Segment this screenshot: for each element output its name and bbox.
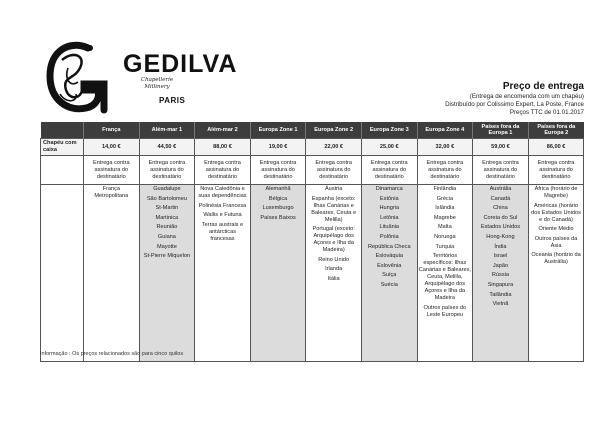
empty-label-cell — [41, 185, 84, 362]
country-name: Alemanhã — [265, 186, 291, 192]
country-name: St-Pierre Miquelon — [143, 253, 191, 260]
country-name: Américas (horário dos Estados Unidos e do Canadá) — [531, 202, 581, 223]
country-name: Bélgica — [268, 195, 288, 202]
country-name: Canadá — [490, 195, 511, 202]
country-name: Irlanda — [325, 266, 343, 273]
country-name: Dinamarca — [375, 186, 403, 192]
delivery-condition: Entrega contra assinatura do destinatário — [361, 156, 417, 185]
country-name: Países Baixos — [260, 214, 296, 221]
country-name: Nova Caledônia e suas dependências — [198, 186, 247, 199]
country-name: Tailândia — [489, 291, 512, 298]
zone-country-list — [361, 185, 417, 362]
country-name: Índia — [494, 243, 507, 250]
country-name: Guiana — [157, 233, 176, 240]
country-name: Territórios específicos: Ilhas Canárias e Baleares, Ceuta, Melilla, Arquipélago dos Açores e Ilha da Madeira — [418, 253, 471, 302]
country-name: Itália — [327, 275, 340, 282]
zone-header: Europa Zone 3 — [361, 122, 417, 139]
zone-price: 25,00 € — [361, 139, 417, 156]
country-name: Luxemburgo — [262, 205, 294, 212]
country-name: Hungria — [379, 205, 400, 212]
country-name: Guadalupe — [153, 186, 181, 192]
table-header-row — [41, 122, 584, 139]
country-name: Polinésia Francesa — [198, 202, 247, 209]
zone-country-list — [528, 185, 584, 362]
country-name: Letônia — [380, 214, 399, 221]
country-name: Islândia — [435, 205, 455, 212]
country-name: Grécia — [436, 195, 454, 202]
country-name: Polônia — [379, 233, 399, 240]
delivery-condition: Entrega contra assinatura do destinatário — [139, 156, 195, 185]
zone-price: 22,00 € — [306, 139, 362, 156]
zone-header: Além-mar 2 — [195, 122, 251, 139]
country-name: Finlândia — [433, 186, 457, 192]
country-name: Portugal (exceto: Arquipélago dos Açores e Ilha da Madeira) — [312, 226, 355, 254]
zone-header: Europa Zone 4 — [417, 122, 473, 139]
gedilva-monogram-logo — [40, 38, 110, 118]
zone-country-list — [306, 185, 362, 362]
country-name: Terras austrais e antárcticas francesas — [201, 221, 244, 242]
country-name: Reino Unido — [318, 256, 350, 263]
country-name: Outros países da Ásia — [534, 235, 578, 249]
zone-country-list — [139, 185, 195, 362]
country-name: Singapura — [487, 281, 514, 288]
delivery-condition: Entrega contra assinatura do destinatário — [250, 156, 306, 185]
country-name: Suíça — [382, 272, 397, 279]
delivery-row — [41, 156, 584, 185]
zone-country-list — [473, 185, 529, 362]
brand-name: GEDILVA — [123, 50, 238, 78]
brand-city: PARIS — [159, 96, 186, 105]
brand-block — [123, 52, 237, 91]
country-name: Lituânia — [379, 224, 400, 231]
country-name: Japão — [492, 262, 509, 269]
country-name: Mayotte — [156, 243, 177, 250]
delivery-condition: Entrega contra assinatura do destinatário — [195, 156, 251, 185]
info-line: (Entrega de encomenda com um chapéu) — [469, 93, 584, 100]
country-name: Coreia do Sul — [483, 214, 518, 221]
zone-price: 14,00 € — [84, 139, 140, 156]
delivery-condition: Entrega contra assinatura do destinatário — [306, 156, 362, 185]
country-name: China — [493, 205, 508, 212]
delivery-info-block — [445, 81, 584, 117]
zone-header: Europa Zone 1 — [250, 122, 306, 139]
country-name: Oceania (horário da Austrália) — [531, 252, 581, 266]
delivery-condition: Entrega contra assinatura do destinatário — [528, 156, 584, 185]
delivery-condition: Entrega contra assinatura do destinatário — [84, 156, 140, 185]
country-name: Austrália — [489, 186, 512, 192]
zone-country-list — [417, 185, 473, 362]
zone-price: 19,00 € — [250, 139, 306, 156]
countries-row — [41, 185, 584, 362]
country-name: Malta — [438, 224, 452, 231]
zone-header: Países fora da Europa 1 — [473, 122, 529, 139]
header-corner-cell — [41, 122, 84, 139]
country-name: Estônia — [379, 195, 399, 202]
country-name: St-Martin — [155, 205, 179, 212]
info-title: Preço de entrega — [502, 81, 584, 92]
country-name: Martinica — [155, 214, 179, 221]
country-name: Estados Unidos — [480, 224, 521, 231]
country-name: Magrebe — [433, 214, 456, 221]
brand-subtitle-line: Millinery — [144, 84, 170, 90]
country-name: Israel — [493, 253, 508, 260]
country-name: Vietnã — [492, 301, 509, 308]
country-name: Wallis e Futuna — [203, 212, 242, 219]
price-row — [41, 139, 584, 156]
zone-country-list — [195, 185, 251, 362]
country-name: Oriente Médio — [538, 226, 574, 233]
country-name: Eslováquia — [375, 253, 403, 260]
footnote: Informação : Os preços relacionados são para cinco quilos — [40, 351, 184, 357]
zone-country-list — [84, 185, 140, 362]
zone-price: 88,00 € — [195, 139, 251, 156]
country-name: França Metropolitana — [94, 186, 129, 199]
info-line: Distribuído por Colissimo Expert, La Poste, France — [445, 101, 584, 108]
country-name: Noruega — [434, 233, 456, 240]
brand-subtitle — [133, 77, 181, 91]
zone-country-list — [250, 185, 306, 362]
row-label-cell: Chapéu com caixa — [41, 139, 84, 156]
country-name: África (horário de Magrebe) — [534, 186, 578, 199]
zone-price: 59,00 € — [473, 139, 529, 156]
country-name: Hong-Kong — [486, 233, 515, 240]
delivery-condition: Entrega contra assinatura do destinatário — [473, 156, 529, 185]
zone-header: Países fora da Europa 2 — [528, 122, 584, 139]
country-name: São Bartolomeu — [146, 195, 187, 202]
empty-label-cell — [41, 156, 84, 185]
zone-price: 32,00 € — [417, 139, 473, 156]
zone-header: Além-mar 1 — [139, 122, 195, 139]
zone-price: 44,50 € — [139, 139, 195, 156]
brand-subtitle-line: Chapellerie — [140, 77, 174, 83]
country-name: Áustria — [324, 186, 343, 192]
country-name: Suécia — [380, 281, 398, 288]
country-name: Reunião — [156, 224, 178, 231]
country-name: Rússia — [491, 272, 509, 279]
country-name: Espanha (exceto: Ilhas Canárias e Baleares, Ceuta e Melilla) — [311, 195, 357, 223]
zone-header: Europa Zone 2 — [306, 122, 362, 139]
zone-price: 86,00 € — [528, 139, 584, 156]
country-name: República Checa — [367, 243, 411, 250]
info-line: Preços TTC de 01.01.2017 — [509, 109, 584, 116]
country-name: Outros países do Leste Europeu — [423, 304, 467, 318]
delivery-condition: Entrega contra assinatura do destinatário — [417, 156, 473, 185]
country-name: Turquia — [435, 243, 455, 250]
zone-header: França — [84, 122, 140, 139]
country-name: Eslovênia — [377, 262, 402, 269]
shipping-price-table — [40, 122, 584, 362]
